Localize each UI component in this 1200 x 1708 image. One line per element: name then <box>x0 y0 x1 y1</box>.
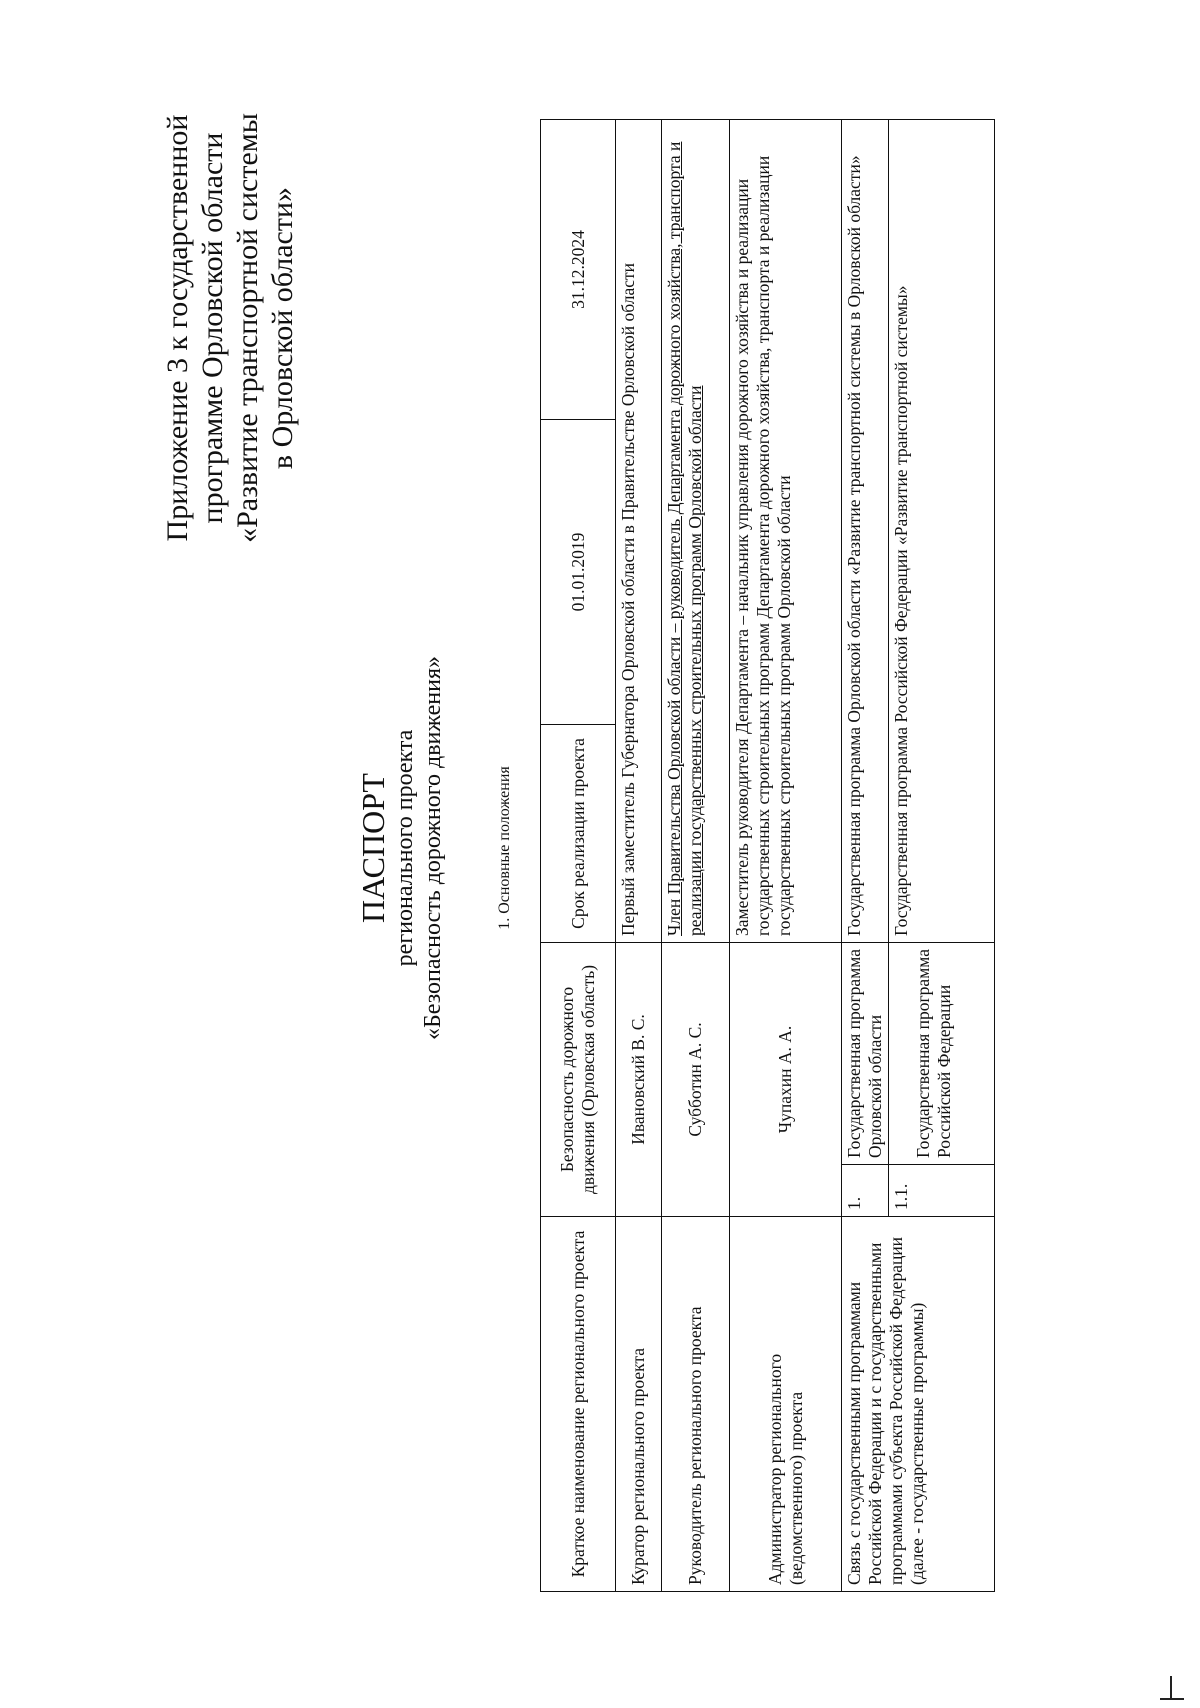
link-2-value: Государственная программа Российской Федерации «Развитие транспортной системы» <box>889 120 995 943</box>
table-row-curator <box>616 120 662 1592</box>
curator-position: Первый заместитель Губернатора Орловской области в Правительстве Орловской области <box>616 120 662 943</box>
link-1-value: Государственная программа Орловской области «Развитие транспортной системы в Орловской области» <box>842 120 889 943</box>
table-row-head <box>662 120 730 1592</box>
admin-name: Чупахин А. А. <box>730 943 842 1217</box>
curator-name: Ивановский В. С. <box>616 943 662 1217</box>
appendix-line-1: Приложение 3 к государственной <box>161 114 194 542</box>
head-name: Субботин А. С. <box>662 943 730 1217</box>
passport-title: ПАСПОРТ <box>355 773 391 923</box>
project-name: «Безопасность дорожного движения» <box>420 655 446 1041</box>
curator-label: Куратор регионального проекта <box>616 1217 662 1592</box>
project-passport-table <box>540 119 995 1592</box>
head-label: Руководитель регионального проекта <box>662 1217 730 1592</box>
term-end-date: 31.12.2024 <box>541 120 616 420</box>
appendix-line-4: в Орловской области» <box>266 186 299 470</box>
link-2-kind: Государственная программа Российской Федерации <box>889 943 995 1165</box>
link-1-number: 1. <box>842 1165 889 1217</box>
appendix-line-2: программе Орловской области <box>196 132 229 524</box>
table-row-link-1 <box>842 120 889 1592</box>
term-start-date: 01.01.2019 <box>541 420 616 725</box>
appendix-line-3: «Развитие транспортной системы <box>231 113 264 543</box>
short-name-value: Безопасность дорожного движения (Орловская область) <box>541 943 616 1217</box>
links-label: Связь с государственными программами Российской Федерации и с государственными программами субъекта Российской Федерации (далее - государственные программы) <box>842 1217 995 1592</box>
head-position: Член Правительства Орловской области – руководитель Департамента дорожного хозяйства, транспорта и реализации государственных строительных программ Орловской области <box>662 120 730 943</box>
link-1-kind: Государственная программа Орловской области <box>842 943 889 1165</box>
table-row-short-name <box>541 120 616 1592</box>
scan-corner-mark-vertical <box>1160 1698 1184 1700</box>
table-row-admin <box>730 120 842 1592</box>
passport-subtitle: регионального проекта <box>392 729 418 967</box>
appendix-note <box>160 68 300 588</box>
admin-label: Администратор регионального (ведомственного) проекта <box>730 1217 842 1592</box>
scan-corner-mark <box>1170 1676 1172 1700</box>
passport-heading <box>355 488 447 1208</box>
admin-position: Заместитель руководителя Департамента – начальник управления дорожного хозяйства и реализации государственных строительных программ Департамента дорожного хозяйства, транспорта и реализации государственных строительных программ Орловской области <box>730 120 842 943</box>
link-2-number: 1.1. <box>889 1165 995 1217</box>
term-label: Срок реализации проекта <box>541 725 616 943</box>
section-title: 1. Основные положения <box>496 766 513 930</box>
short-name-label: Краткое наименование регионального проекта <box>541 1217 616 1592</box>
